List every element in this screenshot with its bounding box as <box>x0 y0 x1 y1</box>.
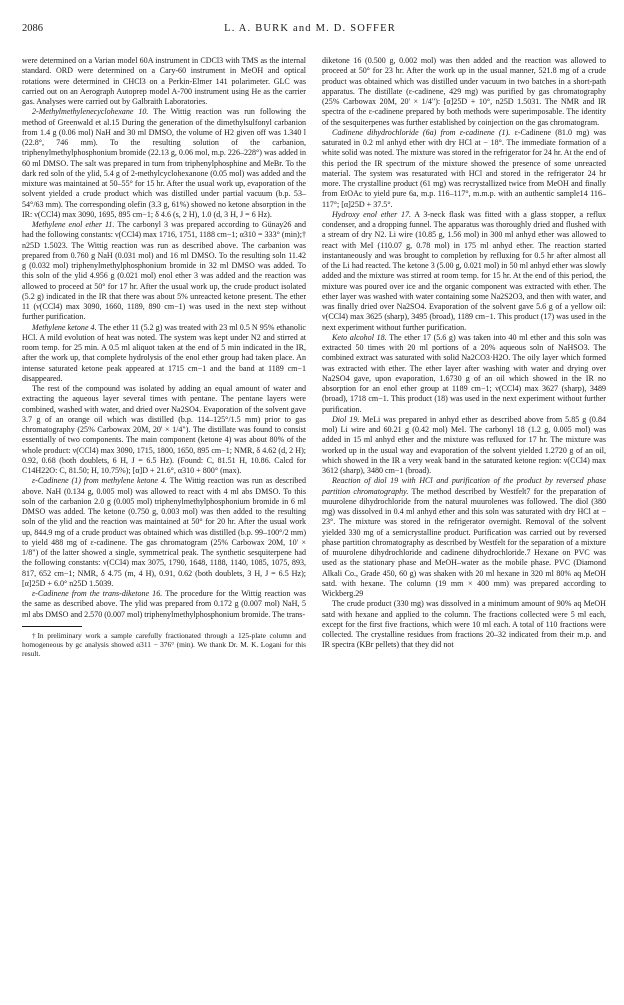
paragraph-heading: Reaction of diol 19 with HCl and purification of the product by reversed phase partition chromatography. <box>322 476 606 496</box>
paragraph-text: diketone 16 (0.500 g, 0.002 mol) was then added and the reaction was allowed to proceed at 50° for 23 hr. After the work up in the usual manner, 521.8 mg of a crude product was obtained which was distilled under vacuum in two batches in a short-path apparatus. The distillate (ε-cadinene, 429 mg) was purified by gas chromatography (25% Carbowax 20M, 20' × 1/4"): [α]25D + 10°, n25D 1.5031. The NMR and IR spectra of the ε-cadinene prepared by both methods were superimposable. The identity of the sesquiterpenes was further established by coinjection on the gas chromatogram. <box>322 56 606 127</box>
paragraph-heading: Cadinene dihydrochloride (6a) from ε-cadinene (1). <box>332 127 511 137</box>
page-number: 2086 <box>22 23 43 34</box>
paragraph <box>322 599 606 650</box>
paragraph <box>22 56 306 107</box>
left-column <box>22 56 306 659</box>
paragraph-heading: 2-Methylmethylenecyclohexane 10. <box>32 107 149 117</box>
paragraph <box>22 107 306 220</box>
paragraph-text: The ether 17 (5.6 g) was taken into 40 ml ether and this soln was extracted 50 times with 20 ml portions of a 20% aqueous soln of NaHSO3. The combined extract was saturated with solid Na2CO3·H2O. The oily layer which formed was extracted with ether. The ether layer after washing with water and drying over Na2SO4 gave, upon evaporation, 1.6730 g of an oil which showed in the IR no absorption for an enol ether group at 1189 cm−1; ν(CCl4) max 3627 (sharp), 3489 (broad), 1718 cm−1. This product (18) was used in the next experiment without further purification. <box>322 332 606 414</box>
paragraph-heading: ε-Cadinene from the trans-diketone 16. <box>32 589 163 598</box>
paragraph-heading: Methylene ketone 4. <box>32 322 97 332</box>
paragraph-text: were determined on a Varian model 60A instrument in CDCl3 with TMS as the internal standard. ORD were determined on a Cary-60 instrument in MeOH and optical rotations were determined in CHCl3 on a Perkin-Elmer 141 polarimeter. GLC was carried out on an Aerograph Autoprep model A-700 instrument using He as the carrier gas. Analyses were carried out by Galbraith Laboratories. <box>22 56 306 106</box>
paragraph <box>322 128 606 210</box>
paragraph-text: ε-Cadinene (81.0 mg) was saturated in 0.2 ml anhyd ether with dry HCl at − 18°. The immediate formation of a white solid was noted. The mixture was stored in the refrigerator for 24 hr. At the end of this period the IR spectrum of the mixture showed the presence of some unreacted material. The system was resaturated with HCl and stored in the refrigerator 24 hr more. The crystalline product (61 mg) was recrystallized twice from MeOH and finally from EtOAc to yield pure 6a, m.p. 116–117°, m.m.p. with an authentic sample14 116–117°; [α]25D + 37.5°. <box>322 127 606 209</box>
running-head: L. A. BURK and M. D. SOFFER <box>224 23 396 34</box>
paragraph-text: The Wittig reaction was run following the method of Greenwald et al.15 During the generation of the dimethylsulfonyl carbanion from 1.4 g (0.06 mol) NaH and 30 ml DMSO, the volume of H2 given off was 1.340 l (22.8°, 746 mm). To the resulting solution of the carbanion, triphenylmethylphosphonium bromide (22.13 g, 0.06 mol, m.p. 226–228°) was added in 60 ml DMSO. The salt was prepared in turn from triphenylphosphine and MeBr. To the dark red soln of the ylid, 5.4 g of 2-methylcyclohexanone (0.05 mol) was added and the mixture was maintained at 50–55° for 15 hr. After the usual work up, evaporation of the solvent yielded a crude product which was distilled under partial vacuum (b.p. 53–54°/63 mm). The corresponding olefin (3.3 g, 61%) showed no ketone absorption in the IR: ν(CCl4) max 3090, 1695, 895 cm−1; δ 4.6 (s, 2 H), 1.0 (d, 3 H, J = 6 Hz). <box>22 107 306 219</box>
paragraph <box>22 589 306 620</box>
paragraph-text: The rest of the compound was isolated by adding an equal amount of water and extracting the aqueous layer several times with pentane. The pentane layers were combined, washed with water, and dried over Na2SO4. Evaporation of the solvent gave 3.7 g of an orange oil which was distilled (b.p. 114–125°/1.5 mm) prior to gas chromatography (25% Carbowax 20M, 20' × 1/4"). The distillate was found to consist essentially of two components. The main component (ketone 4) was about 80% of the whole product: ν(CCl4) max 3090, 1715, 1800, 1650, 895 cm−1; NMR, δ 4.62 (d, 2 H); 0.92, 0.68 (both doublets, 6 H, J = 6.5 Hz). (Found: C, 81.51 H, 10.86. Calcd for C14H22O: C, 81.50; H, 10.75%); [α]D + 21.6°, α310 + 800° (max). <box>22 384 306 475</box>
paragraph-heading: Hydroxy enol ether 17. <box>332 209 412 219</box>
right-column <box>322 56 606 651</box>
footnote: †In preliminary work a sample carefully fractionated through a 125-plate column and homogeneous by gc analysis showed α311 − 376° (min). We thank Dr. M. K. Logani for this result. <box>22 630 306 659</box>
paragraph-text: The method described by Westfelt7 for the preparation of muurolene dihydrochloride from the natural muurolenes was followed. The diol (380 mg) was dissolved in 0.4 ml anhyd ether and this soln was saturated with dry HCl at − 23°. The mixture was stored in the refrigerator overnight. Removal of the solvent yielded 330 mg of a semicrystalline product. Purification was carried out by reversed phase partition chromatography as described by Westfelt for the separation of a mixture of muurolene dihydrochloride and cadinene dihydrochloride.7 Hexane on PVC was used as the stationary phase and MeOH–water as the mobile phase. PVC (Diamond Alkali Co., Grade 450, 60 g) was shaken with 20 ml hexane in 320 ml 80% aq MeOH satd. with hexane. The column (19 mm × 400 mm) was prepared according to Wickberg.29 <box>322 486 606 598</box>
paragraph-text: A 3-neck flask was fitted with a glass stopper, a reflux condenser, and a dropping funnel. The apparatus was thoroughly dried and flushed with a stream of dry N2. Li wire (10.85 g, 1.56 mol) in 300 ml anhyd ether was allowed to react with MeI (110.07 g, 0.78 mol) in 175 ml anhyd ether. The reaction started instantaneously and was brought to completion by refluxing for 0.5 hr after almost all of the Li had reacted. The ketone 3 (5.00 g, 0.021 mol) in 50 ml anhyd ether was slowly added and the mixture was stirred at room temp. for 15 hr. At the end of this period, the mixture was poured over ice and the organic component was extracted with ether. The ether layer was washed with water containing some Na2S2O3, and then with water, and was finally dried over Na2SO4. Evaporation of the solvent gave 5.6 g of a yellow oil: ν(CCl4) max 3625 (sharp), 3495 (broad), 1189 cm−1. This product (17) was used in the next experiment without further purification. <box>322 209 607 332</box>
paragraph <box>322 56 606 128</box>
paragraph-heading: Methylene enol ether 11. <box>32 220 115 229</box>
paragraph <box>22 384 306 476</box>
paragraph-text: The crude product (330 mg) was dissolved in a minimum amount of 90% aq MeOH satd with hexane and applied to the column. The fractions collected were 5 ml each, except for the first five fractions, which were 10 ml each. A total of 110 fractions were collected. The crystalline residues from fractions 20–32 indicated from their m.p. and IR spectra (KBr pellets) that they did not <box>322 599 606 650</box>
paragraph-text: The ether 11 (5.2 g) was treated with 23 ml 0.5 N 95% ethanolic HCl. A mild evolution of heat was noted. The system was kept under N2 and stirred at room temp. for 25 min. A 0.5 ml aliquot taken at the end of 5 min indicated in the IR, after the work up, that complete hydrolysis of the enol ether group had taken place. An intense saturated ketone peak appeared at 1715 cm−1 and the band at 1189 cm−1 disappeared. <box>22 322 306 383</box>
paragraph <box>22 220 306 323</box>
page-header <box>22 23 598 39</box>
footnote-divider <box>22 626 82 627</box>
paragraph <box>322 415 606 477</box>
paragraph <box>322 333 606 415</box>
paragraph-text: MeLi was prepared in anhyd ether as described above from 5.85 g (0.84 mol) Li wire and 60.21 g (0.42 mol) MeI. The carbonyl 18 (1.2 g, 0.005 mol) was added in 15 ml anhyd ether and the mixture was refluxed for 17 hr. The mixture was worked up in the usual way and evaporation of the solvent yielded 1.2720 g of an oil, which showed in the IR a very weak band in the saturated ketone region: ν(CCl4) max 3612 (sharp), 3480 cm−1 (broad). <box>322 414 606 475</box>
paragraph-text: The Wittig reaction was run as described above. NaH (0.134 g, 0.005 mol) was allowed to react with 4 ml abs DMSO. To this soln of the carbanion 2.0 g (0.005 mol) triphenylmethylphosphonium bromide in 6 ml DMSO was added. The ketone (0.750 g, 0.003 mol) was then added to the resulting soln of the ylid and the reaction was maintained at 50° for 20 hr. After the usual work up, 844.9 mg of a crude product was obtained which was distilled (b.p. 99–100°/2 mm) to yield 488 mg of ε-cadinene. The gas chromatogram (25% Carbowax 20M, 10' × 1/8") of the latter showed a single, symmetrical peak. The synthetic sesquiterpene had the following constants: ν(CCl4) max 3075, 1790, 1648, 1188, 1140, 1085, 1075, 893, 817, 652 cm−1; NMR, δ 4.75 (m, 4 H), 0.91, 0.62 (both doublets, 3 H, J = 6.5 Hz); [α]25D + 6.0° n25D 1.5039. <box>22 476 307 588</box>
paragraph <box>322 210 606 333</box>
paragraph-text: The carbonyl 3 was prepared according to Günay26 and had the following constants: ν(CCl4) max 1716, 1751, 1188 cm−1; α310 = 333° (min);† n25D 1.5023. The Wittig reaction was run as described above. The carbanion was prepared from 0.760 g NaH (0.031 mol) and 16 ml DMSO. To the resulting soln 11.42 g (0.032 mol) triphenylmethylphosphonium bromide in 32 ml DMSO was added. To this soln of the ylid 4.956 g (0.021 mol) enol ether 3 was added and the reaction was allowed to proceed at 50° for 17 hr. After the usual work up, the crude product isolated (5.2 g) indicated in the IR that there was about 5% unreacted ketone present. The ether 11 (ν(CCl4) max 3090, 1660, 1189, 890 cm−1) was used in the next step without further purification. <box>22 220 306 322</box>
paragraph <box>322 476 606 599</box>
paragraph-heading: Diol 19. <box>332 414 360 424</box>
paragraph <box>22 323 306 385</box>
paragraph-heading: Keto alcohol 18. <box>332 332 387 342</box>
paragraph-heading: ε-Cadinene (1) from methylene ketone 4. <box>32 476 167 486</box>
paragraph-text: The procedure for the Wittig reaction was the same as described above. The ylid was prepared from 0.172 g (0.007 mol) NaH, 5 ml abs DMSO and 2.570 (0.007 mol) triphenylmethylphosphonium bromide. The trans- <box>22 589 307 619</box>
paragraph <box>22 476 306 589</box>
